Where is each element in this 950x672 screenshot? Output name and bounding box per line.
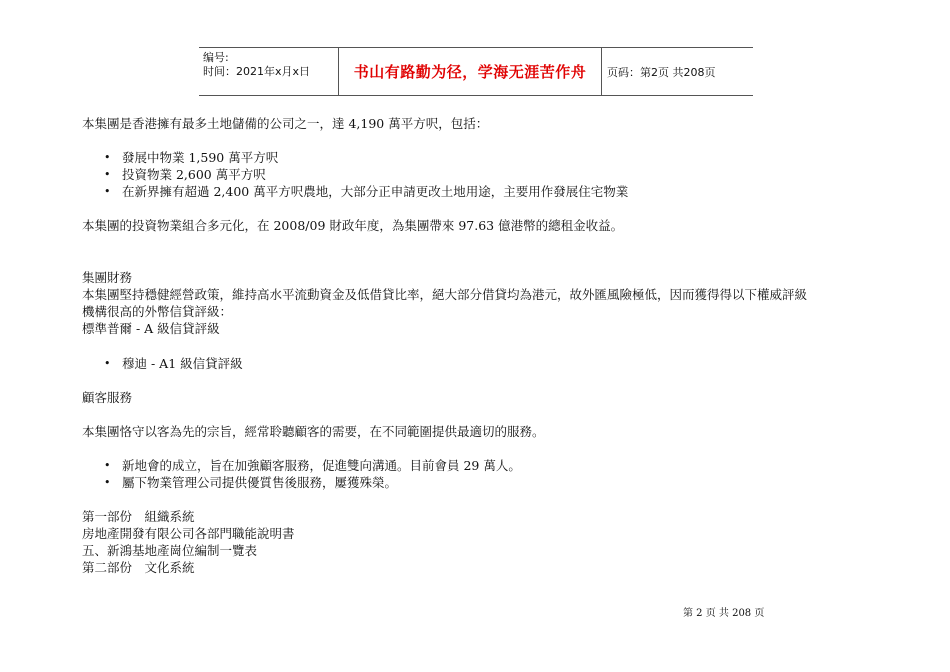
list-item: 發展中物業 1,590 萬平方呎 [122, 150, 279, 165]
list-item: 投資物業 2,600 萬平方呎 [122, 167, 266, 182]
service-paragraph: 本集團恪守以客為先的宗旨，經常聆聽顧客的需要，在不同範圍提供最適切的服務。 [82, 424, 545, 439]
section-title: 第一部份 組織系統 [82, 509, 195, 524]
section-title: 房地產開發有限公司各部門職能說明書 [82, 526, 295, 541]
page-header [199, 47, 753, 96]
time-label: 时间：2021年x月x日 [203, 65, 311, 78]
rating-item: 穆迪 - A1 級信貸評級 [122, 356, 243, 371]
rating-item: 標準普爾 - A 級信貸評級 [82, 321, 220, 336]
finance-text: 機構很高的外幣信貸評級： [82, 304, 233, 319]
bullet-icon: • [104, 185, 111, 198]
section-title: 五、新鴻基地產崗位編制一覽表 [82, 543, 258, 558]
number-label: 编号: [203, 51, 229, 64]
bullet-icon: • [104, 476, 111, 489]
bullet-icon: • [104, 168, 111, 181]
bullet-icon: • [104, 151, 111, 164]
page-footer: 第 2 页 共 208 页 [683, 608, 765, 619]
header-motto: 书山有路勤为径，学海无涯苦作舟 [339, 48, 602, 95]
finance-heading: 集團財務 [82, 270, 133, 285]
header-meta [199, 48, 339, 95]
bullet-icon: • [104, 357, 111, 370]
investment-paragraph: 本集團的投資物業組合多元化，在 2008/09 財政年度，為集團帶來 97.63 億港幣的總租金收益。 [82, 218, 624, 233]
service-heading: 顧客服務 [82, 390, 133, 405]
list-item: 在新界擁有超過 2,400 萬平方呎農地，大部分正申請更改土地用途，主要用作發展住宅物業 [122, 184, 629, 199]
finance-text: 本集團堅持穩健經營政策，維持高水平流動資金及低借貸比率，絕大部分借貸均為港元，故外匯風險極低，因而獲得得以下權威評級 [82, 287, 808, 302]
list-item: 屬下物業管理公司提供優質售後服務，屢獲殊榮。 [122, 475, 398, 490]
section-title: 第二部份 文化系統 [82, 560, 195, 575]
bullet-icon: • [104, 459, 111, 472]
list-item: 新地會的成立，旨在加強顧客服務，促進雙向溝通。目前會員 29 萬人。 [122, 458, 521, 473]
intro-paragraph: 本集團是香港擁有最多土地儲備的公司之一，達 4,190 萬平方呎，包括： [82, 116, 489, 131]
header-page-label: 页码：第2页 共208页 [607, 65, 716, 79]
